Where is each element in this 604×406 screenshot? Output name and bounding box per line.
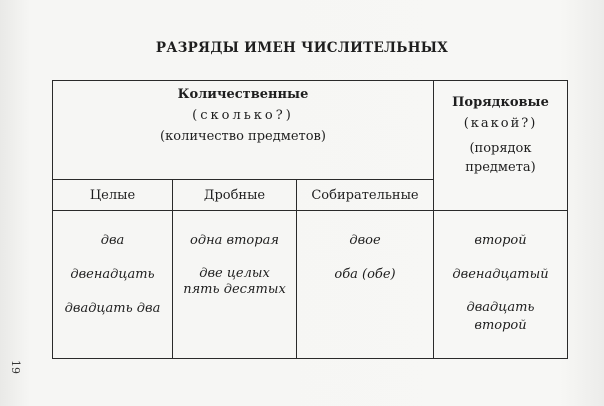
examples-ordinal: [434, 211, 568, 359]
header-ordinal-meaning-line2: предмета): [465, 160, 536, 175]
example-word: оба (обе): [334, 267, 396, 282]
example-word: второй: [474, 318, 527, 333]
example-word: пять десятых: [183, 282, 286, 297]
examples-collective: [297, 211, 434, 359]
example-word: двадцать: [466, 300, 535, 315]
page-title: РАЗРЯДЫ ИМЕН ЧИСЛИТЕЛЬНЫХ: [155, 40, 449, 56]
header-quantitative-meaning: (количество предметов): [160, 129, 326, 144]
example-word: двенадцать: [70, 267, 155, 282]
header-ordinal-name: Порядковые: [452, 95, 549, 110]
example-word: двенадцатый: [452, 267, 549, 282]
subheader-whole: Целые: [53, 180, 173, 211]
examples-fractional: [173, 211, 297, 359]
example-word: две целых: [199, 266, 270, 281]
header-quantitative-question: (сколько?): [192, 108, 294, 123]
subheader-collective: Собирательные: [297, 180, 434, 211]
example-word: второй: [474, 233, 527, 248]
header-quantitative-name: Количественные: [177, 87, 309, 102]
example-word: одна вторая: [190, 233, 279, 248]
page-number: 19: [9, 360, 22, 374]
header-ordinal-meaning: [434, 139, 567, 177]
subheader-fractional: Дробные: [173, 180, 297, 211]
example-word: двое: [349, 233, 381, 248]
example-word: два: [100, 233, 125, 248]
examples-whole: [53, 211, 173, 359]
example-word: двадцать два: [64, 301, 161, 316]
header-ordinal-meaning-line1: (порядок: [469, 141, 532, 156]
header-ordinal-question: (какой?): [463, 116, 538, 131]
header-quantitative: [53, 81, 434, 180]
numerals-table: [52, 80, 568, 359]
header-ordinal: [434, 81, 568, 211]
